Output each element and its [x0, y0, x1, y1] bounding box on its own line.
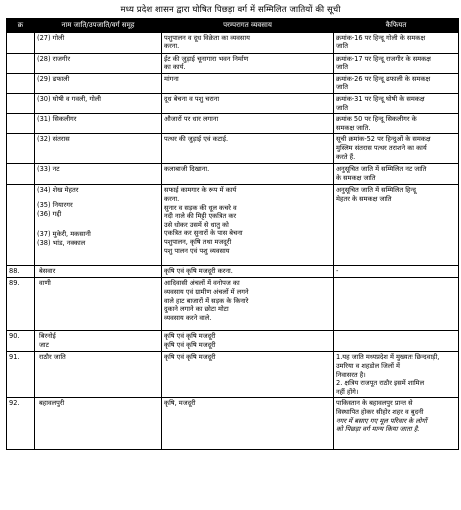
caste-name-line: वाणी — [39, 279, 51, 288]
remarks-line: समकक्ष जाति. — [336, 123, 371, 132]
caste-name — [35, 185, 162, 266]
caste-name-line: (33) नट — [37, 165, 60, 174]
occupation — [162, 134, 334, 164]
remarks-line: जाति — [336, 42, 349, 51]
occupation-line: कृषि एवं कृषि मजदूरी — [164, 332, 216, 341]
row-number: 90. — [7, 331, 35, 352]
occupation-line: करना. — [164, 42, 180, 51]
occupation-line: दुकाने लगाने का छोटा मोटा — [164, 305, 229, 314]
remarks — [334, 331, 459, 352]
caste-name — [35, 278, 162, 331]
remarks-line: जाति — [336, 63, 349, 72]
table-row — [7, 331, 459, 352]
remarks — [334, 93, 459, 113]
remarks — [334, 73, 459, 93]
caste-name — [35, 398, 162, 450]
occupation-line: कृषि एवं कृषि मजदूरी करना. — [164, 267, 233, 276]
occupation-line: कृषि एवं कृषि मजदूरी — [164, 353, 216, 362]
occupation — [162, 185, 334, 266]
table-row — [7, 114, 459, 134]
remarks — [334, 185, 459, 266]
caste-name — [35, 331, 162, 352]
caste-name-line: बहावलपुरी — [39, 399, 65, 408]
caste-table — [6, 18, 459, 450]
occupation — [162, 331, 334, 352]
remarks-line: - — [336, 267, 339, 276]
occupation — [162, 73, 334, 93]
table-row — [7, 164, 459, 185]
row-number: 89. — [7, 278, 35, 331]
row-number — [7, 114, 35, 134]
occupation — [162, 114, 334, 134]
occupation-line: पशु पालन एवं पशु व्यवसाय — [164, 246, 230, 255]
occupation-line: सफाई कामगार के रूप में कार्य — [164, 186, 237, 195]
page-title: मध्य प्रदेश शासन द्वारा घोषित पिछड़ा वर्ग में सम्मिलित जातियों की सूची — [120, 5, 341, 15]
row-number: 91. — [7, 352, 35, 398]
row-number — [7, 134, 35, 164]
remarks-line: निवासरत है। — [336, 370, 366, 379]
occupation-line: मांगना — [164, 74, 179, 83]
caste-name-line: (29) ढफाली — [37, 74, 70, 83]
remarks-line: जाति — [336, 103, 349, 112]
header-occupation: परम्परागत व्यवसाय — [162, 19, 334, 33]
occupation-line: पशुपालन व दूध विक्रेता का व्यवसाय — [164, 33, 250, 42]
occupation-line: औजारों पर धार लगाना — [164, 115, 219, 124]
remarks — [334, 114, 459, 134]
table-row — [7, 53, 459, 73]
remarks-line: के समकक्ष जाति — [336, 173, 376, 182]
row-number — [7, 53, 35, 73]
header-caste: नाम जाति/उपजाति/वर्ग समूह — [35, 19, 162, 33]
caste-name-line: (31) सिकलीगर — [37, 115, 77, 124]
header-remarks: कैफियत — [334, 19, 459, 33]
occupation — [162, 93, 334, 113]
caste-name-line: (32) संतरास — [37, 135, 70, 144]
remarks — [334, 164, 459, 185]
remarks-line: विस्थापित होकर सीहोर शहर व बुदनी — [336, 407, 424, 416]
occupation-line: नदी नाले की मिट्टी एकत्रित कर — [164, 212, 237, 221]
caste-name-line: (36) गद्दी — [37, 209, 62, 218]
remarks-line: को पिछड़ा वर्ग मान्य किया जाता है. — [336, 425, 420, 434]
row-number: 88. — [7, 266, 35, 278]
remarks-line: क्रमांक-16 पर हिन्दू गोली के समकक्ष — [336, 33, 426, 42]
table-row — [7, 73, 459, 93]
occupation-line: उसे धोकर उसमें से धातु को — [164, 220, 229, 229]
table-row — [7, 32, 459, 53]
row-number: 92. — [7, 398, 35, 450]
remarks-line: क्रमांक 50 पर हिन्दू सिकलीगर के — [336, 115, 417, 124]
remarks — [334, 53, 459, 73]
table-row — [7, 352, 459, 398]
remarks-line: 2. क्षत्रिय राजपूत राठौर इसमें शामिल — [336, 379, 425, 388]
remarks — [334, 398, 459, 450]
remarks-line: अनुसूचित जाति में सम्मिलित हिन्दू — [336, 186, 416, 195]
occupation-line: व्यवसाय एवं ग्रामीण अंचलों में लगने — [164, 287, 249, 296]
occupation-line: पत्थर की जुड़ाई एवं कटाई. — [164, 135, 229, 144]
remarks-line: 1.यह जाति मध्यप्रदेश में मुख्यतः छिन्दवाड़ी, — [336, 353, 440, 362]
remarks — [334, 352, 459, 398]
occupation-line: व्यवसाय करने वाले. — [164, 313, 212, 322]
caste-name-line: बिरनोई — [39, 332, 56, 341]
table-header-row — [7, 19, 459, 33]
row-number — [7, 185, 35, 266]
occupation-line: सुनार व सड़क की धूल कचरे व — [164, 203, 237, 212]
remarks-line: उमरिया व शहडोल जिलों में — [336, 361, 400, 370]
header-num: क्र — [7, 19, 35, 33]
caste-name — [35, 114, 162, 134]
caste-name — [35, 134, 162, 164]
row-number — [7, 32, 35, 53]
caste-name — [35, 53, 162, 73]
remarks-line: क्रमांक-31 पर हिन्दू घोषी के समकक्ष — [336, 94, 425, 103]
remarks-line: मुस्लिम संतरास पत्थर तराशने का कार्य — [336, 143, 427, 152]
caste-name — [35, 73, 162, 93]
occupation — [162, 53, 334, 73]
remarks-line: नगर में बसाए गए मूल परिवार के लोगों — [336, 416, 427, 425]
caste-name — [35, 266, 162, 278]
caste-name — [35, 32, 162, 53]
remarks-line: मेहतर के समकक्ष जाति — [336, 194, 392, 203]
row-number — [7, 164, 35, 185]
occupation-line: करना. — [164, 194, 180, 203]
caste-name-line: (38) भांड, नक्काल — [37, 238, 86, 247]
occupation-line: का कार्य. — [164, 63, 186, 72]
occupation — [162, 398, 334, 450]
remarks-line: करते हैं. — [336, 152, 356, 161]
occupation-line: आदिवासी अंचलों में वनोपज का — [164, 279, 240, 288]
caste-name-line: (30) घोषी व गवली, गोली — [37, 94, 101, 103]
caste-name — [35, 93, 162, 113]
occupation-line: कृषि, मजदूरी — [164, 399, 196, 408]
occupation — [162, 278, 334, 331]
caste-name — [35, 352, 162, 398]
occupation-line: ईंट की जुड़ाई चूनागारा भवन निर्माण — [164, 54, 249, 63]
caste-name-line: (34) शेख मेहतर — [37, 186, 79, 195]
caste-name-line: जाट — [39, 340, 49, 349]
remarks-line: सूची क्रमांक-52 पर हिन्दुओं के समकक्ष — [336, 135, 431, 144]
remarks — [334, 266, 459, 278]
caste-name-line: (37) मुकेरी, मकसानी — [37, 230, 91, 239]
table-row — [7, 134, 459, 164]
remarks-line: जाति — [336, 83, 349, 92]
caste-name-line: (35) नियारगर — [37, 200, 73, 209]
caste-name-line: (27) गोली — [37, 33, 65, 42]
caste-name-line: (28) राजगीर — [37, 54, 71, 63]
occupation-line: कृषि एवं कृषि मजदूरी — [164, 340, 216, 349]
remarks-line: क्रमांक-26 पर हिन्दू ढफाली के समकक्ष — [336, 74, 431, 83]
remarks — [334, 134, 459, 164]
occupation-line: पशुपालन, कृषि तथा मजदूरी — [164, 237, 232, 246]
table-row — [7, 278, 459, 331]
occupation — [162, 352, 334, 398]
occupation-line: दूध बेचना व पशु चराना — [164, 94, 220, 103]
caste-name-line: राठौर जाति — [39, 353, 66, 362]
row-number — [7, 93, 35, 113]
table-row — [7, 266, 459, 278]
occupation — [162, 32, 334, 53]
remarks-line: अनुसूचित जाति में सम्मिलित नट जाति — [336, 165, 427, 174]
remarks-line: नहीं होंगे। — [336, 387, 359, 396]
occupation-line: कलाबाजी दिखाना. — [164, 165, 210, 174]
remarks-line: पाकिस्तान के बहावलपुर प्रान्त से — [336, 399, 413, 408]
table-row — [7, 185, 459, 266]
remarks-line: क्रमांक-17 पर हिन्दू राजगीर के समकक्ष — [336, 54, 431, 63]
occupation-line: एकत्रित कर सुनारों के पास बेचना — [164, 229, 243, 238]
remarks — [334, 278, 459, 331]
caste-name-line: बेसवार — [39, 267, 56, 276]
row-number — [7, 73, 35, 93]
table-row — [7, 398, 459, 450]
caste-name — [35, 164, 162, 185]
occupation — [162, 164, 334, 185]
occupation — [162, 266, 334, 278]
occupation-line: वाले हाट बाजारों में सड़क के किनारे — [164, 296, 249, 305]
table-row — [7, 93, 459, 113]
remarks — [334, 32, 459, 53]
